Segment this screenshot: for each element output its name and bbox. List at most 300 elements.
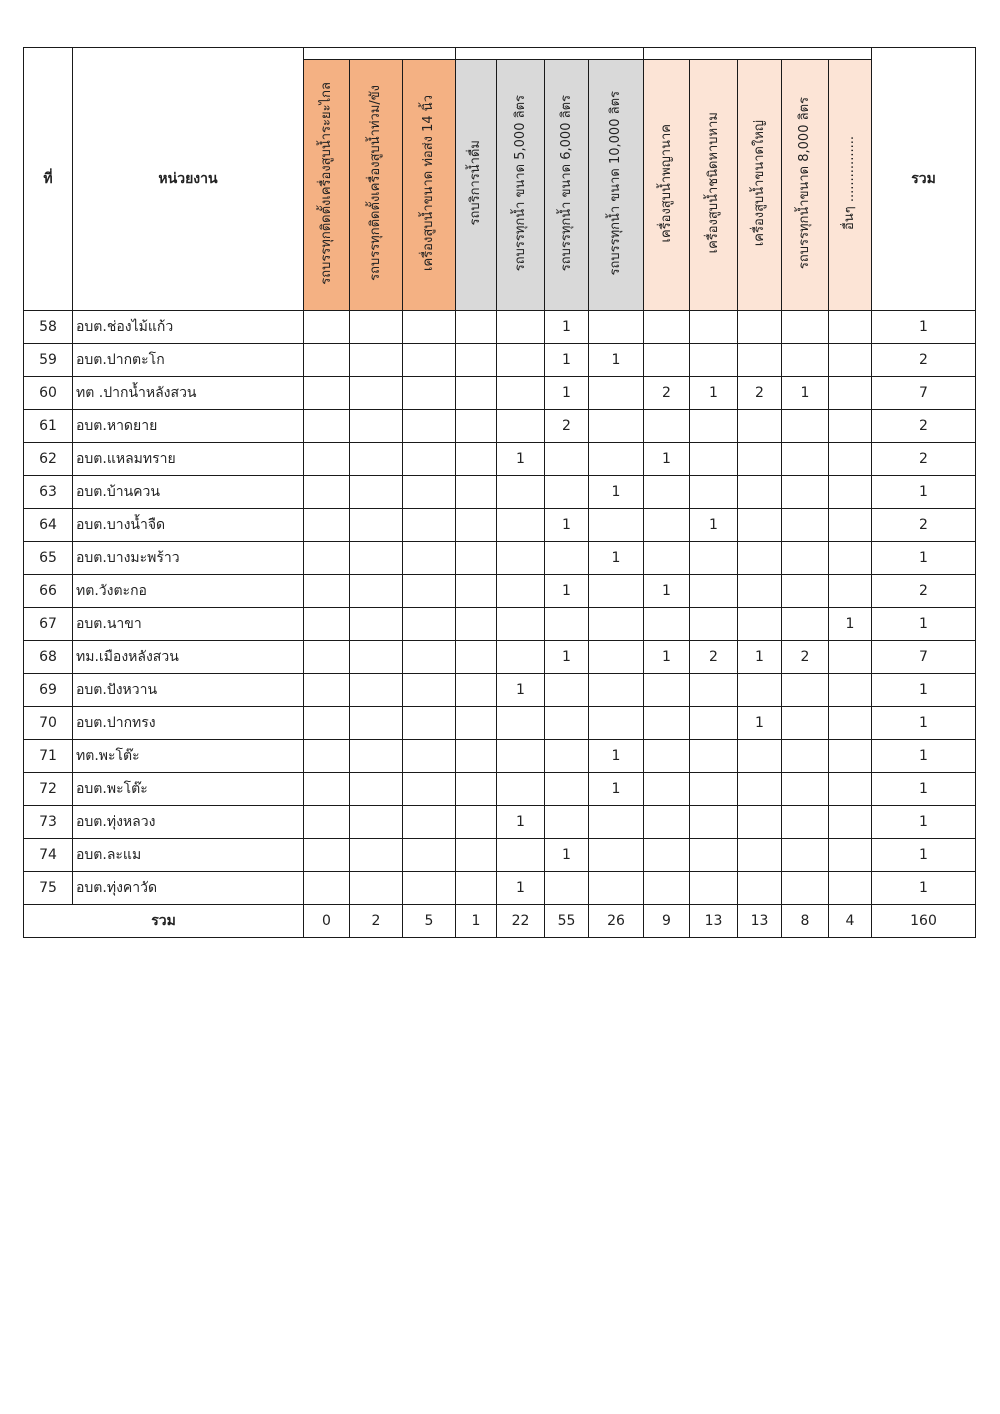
row-cell xyxy=(829,542,872,575)
row-cell xyxy=(782,575,829,608)
row-cell xyxy=(403,344,456,377)
row-cell xyxy=(782,311,829,344)
row-cell: 2 xyxy=(690,641,738,674)
row-cell xyxy=(497,707,545,740)
row-cell xyxy=(304,674,350,707)
header-col-5: รถบรรทุกน้ำ ขนาด 5,000 ลิตร xyxy=(497,60,545,311)
row-cell xyxy=(782,740,829,773)
header-no: ที่ xyxy=(24,48,73,311)
row-cell xyxy=(829,344,872,377)
table-row xyxy=(24,311,976,344)
row-cell xyxy=(403,311,456,344)
row-cell xyxy=(545,476,589,509)
row-cell xyxy=(738,872,782,905)
row-cell xyxy=(644,839,690,872)
row-cell xyxy=(545,773,589,806)
row-cell xyxy=(350,542,403,575)
row-cell xyxy=(403,641,456,674)
row-cell xyxy=(644,509,690,542)
table-row xyxy=(24,476,976,509)
row-cell xyxy=(304,344,350,377)
row-cell xyxy=(304,641,350,674)
row-cell xyxy=(738,740,782,773)
row-no: 69 xyxy=(24,674,73,707)
row-cell: 1 xyxy=(690,509,738,542)
row-total: 1 xyxy=(872,740,976,773)
row-total: 1 xyxy=(872,806,976,839)
row-no: 74 xyxy=(24,839,73,872)
row-cell: 1 xyxy=(589,476,644,509)
row-unit: อบต.หาดยาย xyxy=(73,410,304,443)
row-no: 60 xyxy=(24,377,73,410)
row-cell xyxy=(690,542,738,575)
row-cell xyxy=(644,608,690,641)
row-cell xyxy=(738,773,782,806)
totals-cell: 4 xyxy=(829,905,872,938)
row-cell: 1 xyxy=(690,377,738,410)
row-total: 1 xyxy=(872,773,976,806)
row-cell xyxy=(690,773,738,806)
row-cell xyxy=(403,410,456,443)
header-col-10: เครื่องสูบน้ำขนาดใหญ่ xyxy=(738,60,782,311)
row-total: 1 xyxy=(872,608,976,641)
totals-cell: 13 xyxy=(738,905,782,938)
row-cell: 1 xyxy=(738,707,782,740)
row-cell xyxy=(545,707,589,740)
row-total: 2 xyxy=(872,344,976,377)
row-cell xyxy=(738,344,782,377)
row-cell xyxy=(782,443,829,476)
row-cell: 1 xyxy=(644,641,690,674)
row-total: 2 xyxy=(872,575,976,608)
row-cell xyxy=(350,707,403,740)
row-unit: อบต.ช่องไม้แก้ว xyxy=(73,311,304,344)
row-unit: อบต.ปากทรง xyxy=(73,707,304,740)
row-no: 62 xyxy=(24,443,73,476)
row-no: 65 xyxy=(24,542,73,575)
row-cell xyxy=(497,542,545,575)
row-cell xyxy=(456,707,497,740)
row-cell xyxy=(497,740,545,773)
row-cell xyxy=(690,674,738,707)
row-cell xyxy=(545,542,589,575)
row-cell xyxy=(690,806,738,839)
row-cell xyxy=(304,443,350,476)
row-unit: อบต.ทุ่งคาวัด xyxy=(73,872,304,905)
row-cell xyxy=(403,377,456,410)
row-cell xyxy=(782,872,829,905)
row-cell xyxy=(304,410,350,443)
row-cell xyxy=(304,608,350,641)
row-cell xyxy=(403,872,456,905)
row-cell xyxy=(497,377,545,410)
row-cell xyxy=(304,575,350,608)
row-cell: 1 xyxy=(644,443,690,476)
row-no: 59 xyxy=(24,344,73,377)
row-total: 1 xyxy=(872,311,976,344)
row-unit: ทต.วังตะกอ xyxy=(73,575,304,608)
row-cell xyxy=(829,872,872,905)
row-cell xyxy=(497,344,545,377)
row-no: 58 xyxy=(24,311,73,344)
header-col-1: รถบรรทุกติดตั้งเครื่องสูบน้ำระยะไกล xyxy=(304,60,350,311)
header-col-7: รถบรรทุกน้ำ ขนาด 10,000 ลิตร xyxy=(589,60,644,311)
row-cell xyxy=(497,476,545,509)
row-total: 1 xyxy=(872,674,976,707)
row-cell xyxy=(782,410,829,443)
row-unit: ทต .ปากน้ำหลังสวน xyxy=(73,377,304,410)
row-cell: 1 xyxy=(497,872,545,905)
row-cell xyxy=(644,476,690,509)
row-cell xyxy=(497,608,545,641)
row-cell xyxy=(304,839,350,872)
row-no: 72 xyxy=(24,773,73,806)
row-total: 2 xyxy=(872,443,976,476)
row-cell xyxy=(782,476,829,509)
totals-cell: 0 xyxy=(304,905,350,938)
row-unit: อบต.ละแม xyxy=(73,839,304,872)
row-cell xyxy=(589,410,644,443)
row-cell xyxy=(456,344,497,377)
row-cell xyxy=(304,311,350,344)
row-cell xyxy=(589,806,644,839)
row-cell xyxy=(829,377,872,410)
row-cell xyxy=(403,839,456,872)
header-total: รวม xyxy=(872,48,976,311)
row-cell xyxy=(589,641,644,674)
row-cell xyxy=(497,509,545,542)
table-row xyxy=(24,707,976,740)
row-cell xyxy=(350,674,403,707)
table-row xyxy=(24,410,976,443)
row-cell xyxy=(456,608,497,641)
row-unit: อบต.แหลมทราย xyxy=(73,443,304,476)
row-cell xyxy=(497,410,545,443)
row-total: 7 xyxy=(872,641,976,674)
row-cell: 1 xyxy=(829,608,872,641)
row-cell: 2 xyxy=(545,410,589,443)
row-cell xyxy=(690,740,738,773)
row-cell xyxy=(497,641,545,674)
row-cell xyxy=(589,575,644,608)
row-cell xyxy=(456,839,497,872)
row-cell xyxy=(350,575,403,608)
row-total: 1 xyxy=(872,542,976,575)
row-cell xyxy=(690,443,738,476)
row-cell: 1 xyxy=(782,377,829,410)
row-cell xyxy=(644,674,690,707)
totals-cell: 8 xyxy=(782,905,829,938)
table-row xyxy=(24,872,976,905)
row-cell xyxy=(545,608,589,641)
row-cell xyxy=(690,575,738,608)
row-cell xyxy=(497,773,545,806)
row-cell xyxy=(456,311,497,344)
header-col-8: เครื่องสูบน้ำพญานาค xyxy=(644,60,690,311)
row-cell xyxy=(497,839,545,872)
row-cell xyxy=(589,377,644,410)
row-cell: 1 xyxy=(497,674,545,707)
row-cell xyxy=(403,707,456,740)
row-cell xyxy=(456,641,497,674)
row-cell xyxy=(350,443,403,476)
row-cell xyxy=(304,773,350,806)
row-no: 61 xyxy=(24,410,73,443)
row-unit: ทต.พะโต๊ะ xyxy=(73,740,304,773)
row-cell xyxy=(738,806,782,839)
row-cell xyxy=(350,344,403,377)
row-cell xyxy=(829,575,872,608)
row-unit: อบต.พะโต๊ะ xyxy=(73,773,304,806)
row-no: 68 xyxy=(24,641,73,674)
row-cell xyxy=(738,575,782,608)
header-group-3 xyxy=(644,48,872,60)
row-cell xyxy=(589,443,644,476)
row-cell xyxy=(829,707,872,740)
row-cell xyxy=(782,344,829,377)
header-col-11: รถบรรทุกน้ำขนาด 8,000 ลิตร xyxy=(782,60,829,311)
header-group-2 xyxy=(456,48,644,60)
table-row xyxy=(24,839,976,872)
row-cell xyxy=(350,806,403,839)
row-cell xyxy=(738,674,782,707)
row-cell xyxy=(350,641,403,674)
row-total: 1 xyxy=(872,707,976,740)
totals-row xyxy=(24,905,976,938)
row-cell xyxy=(738,410,782,443)
header-col-4: รถบริการน้ำดื่ม xyxy=(456,60,497,311)
row-total: 2 xyxy=(872,509,976,542)
row-cell xyxy=(350,773,403,806)
row-unit: อบต.ทุ่งหลวง xyxy=(73,806,304,839)
row-cell xyxy=(403,542,456,575)
row-cell xyxy=(403,806,456,839)
row-cell xyxy=(782,509,829,542)
row-total: 1 xyxy=(872,476,976,509)
row-cell xyxy=(456,575,497,608)
row-cell xyxy=(782,806,829,839)
row-cell: 1 xyxy=(545,344,589,377)
row-cell xyxy=(644,311,690,344)
row-cell xyxy=(403,608,456,641)
totals-cell: 26 xyxy=(589,905,644,938)
row-cell xyxy=(456,872,497,905)
totals-cell: 5 xyxy=(403,905,456,938)
row-cell xyxy=(350,311,403,344)
row-cell xyxy=(403,674,456,707)
row-cell xyxy=(304,872,350,905)
row-cell xyxy=(782,773,829,806)
row-cell xyxy=(690,707,738,740)
row-cell xyxy=(456,542,497,575)
row-cell: 1 xyxy=(545,509,589,542)
row-cell: 1 xyxy=(589,740,644,773)
row-cell xyxy=(829,806,872,839)
row-cell: 1 xyxy=(545,311,589,344)
row-cell xyxy=(497,311,545,344)
row-cell xyxy=(829,509,872,542)
totals-cell: 22 xyxy=(497,905,545,938)
row-cell xyxy=(589,872,644,905)
header-col-9: เครื่องสูบน้ำชนิดหาบหาม xyxy=(690,60,738,311)
row-cell: 1 xyxy=(545,377,589,410)
row-cell xyxy=(350,509,403,542)
totals-cell: 55 xyxy=(545,905,589,938)
row-cell: 1 xyxy=(545,839,589,872)
row-cell xyxy=(738,443,782,476)
header-group-row xyxy=(24,48,976,60)
row-cell xyxy=(545,674,589,707)
row-unit: ทม.เมืองหลังสวน xyxy=(73,641,304,674)
row-cell xyxy=(350,410,403,443)
row-no: 70 xyxy=(24,707,73,740)
table-row xyxy=(24,443,976,476)
row-no: 71 xyxy=(24,740,73,773)
row-unit: อบต.ปังหวาน xyxy=(73,674,304,707)
row-cell xyxy=(782,707,829,740)
row-cell xyxy=(829,410,872,443)
row-cell xyxy=(497,575,545,608)
row-total: 1 xyxy=(872,839,976,872)
row-cell xyxy=(782,839,829,872)
row-cell xyxy=(589,674,644,707)
row-cell xyxy=(304,806,350,839)
row-cell xyxy=(589,707,644,740)
header-col-12: อื่นๆ ................ xyxy=(829,60,872,311)
row-cell xyxy=(829,740,872,773)
row-cell xyxy=(690,344,738,377)
row-cell xyxy=(782,674,829,707)
row-cell xyxy=(589,509,644,542)
row-cell xyxy=(304,377,350,410)
row-cell xyxy=(829,839,872,872)
row-cell xyxy=(403,740,456,773)
row-cell xyxy=(829,476,872,509)
row-cell xyxy=(456,443,497,476)
row-cell: 2 xyxy=(738,377,782,410)
row-cell xyxy=(690,311,738,344)
equipment-table xyxy=(23,47,976,938)
row-cell: 1 xyxy=(545,575,589,608)
row-total: 2 xyxy=(872,410,976,443)
row-cell: 1 xyxy=(738,641,782,674)
row-cell xyxy=(829,773,872,806)
row-cell xyxy=(545,872,589,905)
row-cell xyxy=(690,608,738,641)
row-cell xyxy=(304,740,350,773)
header-col-2: รถบรรทุกติดตั้งเครื่องสูบน้ำท่วม/ขัง xyxy=(350,60,403,311)
header-col-3: เครื่องสูบน้ำขนาด ท่อส่ง 14 นิ้ว xyxy=(403,60,456,311)
row-cell xyxy=(782,608,829,641)
table-row xyxy=(24,575,976,608)
row-cell xyxy=(403,575,456,608)
row-no: 64 xyxy=(24,509,73,542)
row-cell xyxy=(456,509,497,542)
row-cell xyxy=(644,872,690,905)
row-cell xyxy=(690,839,738,872)
row-cell xyxy=(690,476,738,509)
row-unit: อบต.บางน้ำจืด xyxy=(73,509,304,542)
row-cell xyxy=(350,377,403,410)
totals-cell: 13 xyxy=(690,905,738,938)
table-row xyxy=(24,740,976,773)
row-cell xyxy=(738,542,782,575)
row-cell xyxy=(350,872,403,905)
row-no: 67 xyxy=(24,608,73,641)
table-row xyxy=(24,344,976,377)
row-cell: 1 xyxy=(589,344,644,377)
row-unit: อบต.บ้านควน xyxy=(73,476,304,509)
row-cell xyxy=(545,806,589,839)
table-row xyxy=(24,773,976,806)
table-row xyxy=(24,509,976,542)
row-cell xyxy=(644,773,690,806)
row-cell: 2 xyxy=(782,641,829,674)
row-cell xyxy=(738,839,782,872)
row-cell xyxy=(456,674,497,707)
header-col-6: รถบรรทุกน้ำ ขนาด 6,000 ลิตร xyxy=(545,60,589,311)
row-cell xyxy=(690,872,738,905)
totals-cell: 1 xyxy=(456,905,497,938)
table-row xyxy=(24,806,976,839)
table-row xyxy=(24,542,976,575)
row-cell: 1 xyxy=(497,806,545,839)
row-no: 63 xyxy=(24,476,73,509)
row-cell xyxy=(644,344,690,377)
row-cell: 1 xyxy=(589,542,644,575)
table-row xyxy=(24,641,976,674)
row-cell xyxy=(304,542,350,575)
row-cell: 1 xyxy=(497,443,545,476)
table-row xyxy=(24,674,976,707)
row-cell xyxy=(738,311,782,344)
row-cell xyxy=(829,674,872,707)
row-cell xyxy=(456,377,497,410)
row-cell xyxy=(782,542,829,575)
row-cell xyxy=(403,773,456,806)
grand-total: 160 xyxy=(872,905,976,938)
totals-label: รวม xyxy=(24,905,304,938)
row-cell: 1 xyxy=(589,773,644,806)
row-cell xyxy=(403,476,456,509)
row-cell xyxy=(738,509,782,542)
row-unit: อบต.บางมะพร้าว xyxy=(73,542,304,575)
row-cell xyxy=(589,608,644,641)
row-cell xyxy=(350,740,403,773)
row-no: 75 xyxy=(24,872,73,905)
row-no: 73 xyxy=(24,806,73,839)
row-cell xyxy=(350,608,403,641)
row-cell xyxy=(304,707,350,740)
row-cell xyxy=(690,410,738,443)
row-cell: 1 xyxy=(545,641,589,674)
table-row xyxy=(24,608,976,641)
row-cell: 1 xyxy=(644,575,690,608)
row-cell xyxy=(644,707,690,740)
row-cell xyxy=(545,443,589,476)
row-unit: อบต.ปากตะโก xyxy=(73,344,304,377)
header-unit: หน่วยงาน xyxy=(73,48,304,311)
row-cell xyxy=(350,839,403,872)
row-total: 7 xyxy=(872,377,976,410)
row-total: 1 xyxy=(872,872,976,905)
row-cell xyxy=(589,311,644,344)
header-group-1 xyxy=(304,48,456,60)
row-cell xyxy=(829,641,872,674)
row-cell xyxy=(738,476,782,509)
row-cell: 2 xyxy=(644,377,690,410)
row-cell xyxy=(350,476,403,509)
